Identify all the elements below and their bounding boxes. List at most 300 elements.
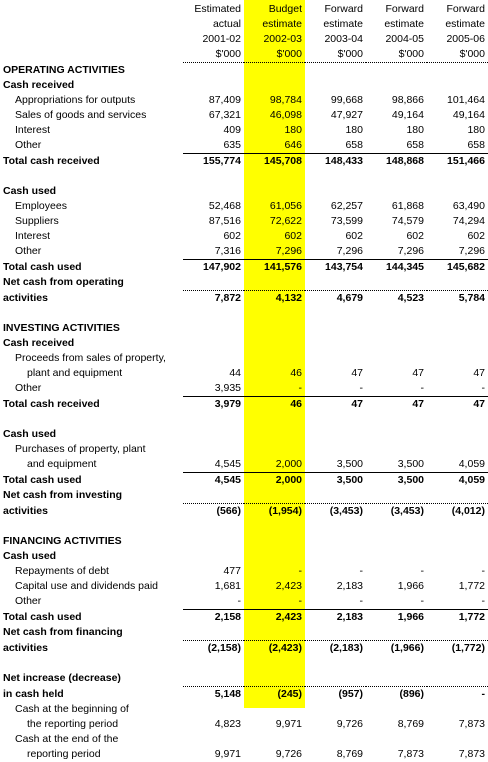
value-cell: [427, 442, 488, 457]
value-cell: 98,784: [269, 94, 302, 106]
value-cell: [366, 351, 427, 366]
value-cell: -: [298, 565, 302, 577]
row-label: Total cash used: [3, 260, 82, 273]
value-cell: (2,158): [183, 641, 244, 657]
table-row: [0, 594, 488, 610]
value-cell: [244, 549, 305, 564]
value-cell: [183, 184, 244, 199]
column-header: estimate: [445, 18, 485, 30]
value-cell: -: [420, 565, 424, 577]
value-cell: [244, 702, 305, 717]
table-row: [0, 123, 488, 138]
header-spacer: [0, 2, 183, 17]
value-cell: [427, 534, 488, 549]
column-header: $'000: [427, 47, 488, 63]
value-cell: 148,868: [366, 154, 427, 170]
value-cell: [183, 534, 244, 549]
header-row: [0, 32, 488, 47]
value-cell: 9,971: [275, 718, 302, 730]
value-cell: [366, 442, 427, 457]
spacer-row: [0, 656, 488, 671]
value-cell: [305, 275, 366, 291]
spacer-row: [0, 169, 488, 184]
value-cell: 99,668: [330, 94, 363, 106]
value-cell: [366, 732, 427, 747]
value-cell: 602: [467, 230, 485, 242]
value-cell: 61,868: [391, 200, 424, 212]
value-cell: 46,098: [269, 109, 302, 121]
value-cell: [305, 336, 366, 351]
section-heading-row: [0, 184, 488, 199]
value-cell: 180: [345, 124, 363, 136]
value-cell: 4,545: [214, 458, 241, 470]
value-cell: 635: [223, 139, 241, 151]
section-heading-row: [0, 321, 488, 336]
table-row: [0, 244, 488, 260]
value-cell: [305, 63, 366, 79]
row-label: Interest: [15, 230, 51, 242]
value-cell: 7,872: [183, 291, 244, 307]
row-label: activities: [3, 641, 48, 654]
section-heading-row: [0, 427, 488, 442]
column-header: $'000: [366, 47, 427, 63]
column-header: $'000: [305, 47, 366, 63]
value-cell: 2,000: [275, 458, 302, 470]
value-cell: [366, 427, 427, 442]
value-cell: 7,296: [336, 245, 363, 257]
column-header: $'000: [183, 47, 244, 63]
value-cell: 2,183: [336, 580, 363, 592]
row-label: activities: [3, 291, 48, 304]
row-label: Sales of goods and services: [15, 109, 147, 121]
value-cell: 180: [284, 124, 302, 136]
value-cell: [183, 275, 244, 291]
row-label: Cash at the end of the: [15, 733, 119, 745]
value-cell: (1,772): [427, 641, 488, 657]
value-cell: 2,423: [244, 610, 305, 626]
value-cell: [427, 702, 488, 717]
value-cell: -: [298, 382, 302, 394]
value-cell: [427, 336, 488, 351]
value-cell: -: [427, 687, 488, 703]
value-cell: [183, 427, 244, 442]
value-cell: 4,679: [305, 291, 366, 307]
row-label: Repayments of debt: [15, 565, 109, 577]
value-cell: [244, 488, 305, 504]
value-cell: 9,726: [336, 718, 363, 730]
value-cell: 47: [351, 367, 363, 379]
value-cell: 409: [223, 124, 241, 136]
table-row: [0, 457, 488, 473]
value-cell: 4,059: [427, 473, 488, 489]
value-cell: [183, 549, 244, 564]
value-cell: [305, 427, 366, 442]
value-cell: 47: [473, 367, 485, 379]
spacer-row: [0, 306, 488, 321]
value-cell: 658: [406, 139, 424, 151]
value-cell: 7,873: [397, 748, 424, 760]
table-row: [0, 214, 488, 229]
column-header: Estimated: [194, 3, 241, 15]
value-cell: 87,409: [208, 94, 241, 106]
column-header: estimate: [262, 18, 302, 30]
table-row: [0, 351, 488, 366]
column-header: 2004-05: [385, 33, 424, 45]
row-label: Net cash from operating: [3, 276, 124, 289]
section-heading-row: [0, 625, 488, 641]
row-label: in cash held: [3, 687, 64, 700]
value-cell: [183, 351, 244, 366]
value-cell: [244, 427, 305, 442]
value-cell: [183, 625, 244, 641]
value-cell: 180: [406, 124, 424, 136]
value-cell: [305, 488, 366, 504]
value-cell: 141,576: [244, 260, 305, 276]
table-row: [0, 747, 488, 762]
value-cell: [305, 534, 366, 549]
value-cell: [366, 321, 427, 336]
value-cell: 62,257: [330, 200, 363, 212]
value-cell: [427, 732, 488, 747]
table-row: [0, 381, 488, 397]
value-cell: [305, 549, 366, 564]
table-row: [0, 579, 488, 594]
value-cell: 4,132: [244, 291, 305, 307]
value-cell: [427, 549, 488, 564]
value-cell: [427, 427, 488, 442]
column-header: actual: [212, 18, 241, 30]
value-cell: [244, 336, 305, 351]
value-cell: 602: [284, 230, 302, 242]
value-cell: 2,423: [275, 580, 302, 592]
column-header: Forward: [446, 3, 485, 15]
value-cell: [427, 275, 488, 291]
value-cell: [366, 78, 427, 93]
value-cell: [366, 625, 427, 641]
value-cell: -: [481, 595, 485, 607]
value-cell: 7,296: [397, 245, 424, 257]
value-cell: 145,682: [427, 260, 488, 276]
value-cell: [244, 321, 305, 336]
value-cell: 147,902: [183, 260, 244, 276]
value-cell: (2,423): [244, 641, 305, 657]
table-row: [0, 641, 488, 657]
value-cell: [183, 671, 244, 687]
header-row: [0, 17, 488, 32]
value-cell: [183, 336, 244, 351]
value-cell: [183, 78, 244, 93]
value-cell: [183, 442, 244, 457]
value-cell: [183, 702, 244, 717]
row-label: Total cash received: [3, 397, 100, 410]
value-cell: [305, 702, 366, 717]
row-label: Capital use and dividends paid: [15, 580, 159, 592]
table-row: [0, 687, 488, 703]
row-label: INVESTING ACTIVITIES: [3, 322, 120, 334]
total-row: [0, 154, 488, 170]
row-label: Net increase (decrease): [3, 672, 121, 685]
value-cell: [244, 78, 305, 93]
value-cell: 155,774: [183, 154, 244, 170]
value-cell: [366, 488, 427, 504]
value-cell: (1,954): [244, 504, 305, 520]
value-cell: [244, 442, 305, 457]
value-cell: 7,316: [214, 245, 241, 257]
row-label: Net cash from financing: [3, 626, 123, 639]
column-header: 2003-04: [324, 33, 363, 45]
value-cell: -: [359, 595, 363, 607]
value-cell: [305, 321, 366, 336]
value-cell: [366, 184, 427, 199]
value-cell: [244, 63, 305, 79]
value-cell: [305, 732, 366, 747]
table-row: [0, 366, 488, 381]
value-cell: 8,769: [397, 718, 424, 730]
value-cell: [427, 78, 488, 93]
value-cell: [366, 671, 427, 687]
row-label: Other: [15, 595, 42, 608]
total-row: [0, 397, 488, 413]
value-cell: 148,433: [305, 154, 366, 170]
value-cell: [244, 671, 305, 687]
row-label: Other: [15, 245, 42, 258]
row-label: Other: [15, 382, 42, 395]
section-heading-row: [0, 78, 488, 93]
value-cell: [244, 275, 305, 291]
value-cell: [244, 625, 305, 641]
value-cell: (3,453): [305, 504, 366, 520]
value-cell: 4,523: [366, 291, 427, 307]
row-label: Proceeds from sales of property,: [15, 352, 166, 364]
value-cell: 101,464: [447, 94, 485, 106]
row-label: Purchases of property, plant: [15, 443, 146, 455]
value-cell: 7,296: [458, 245, 485, 257]
value-cell: [305, 351, 366, 366]
spacer-cell: [0, 169, 488, 184]
column-header: Budget: [268, 3, 302, 15]
total-row: [0, 610, 488, 626]
value-cell: 1,772: [458, 580, 485, 592]
row-label: Total cash received: [3, 154, 100, 167]
row-label: Suppliers: [15, 215, 59, 227]
value-cell: 7,873: [458, 748, 485, 760]
value-cell: [244, 732, 305, 747]
value-cell: 602: [223, 230, 241, 242]
value-cell: 3,500: [336, 458, 363, 470]
value-cell: 49,164: [452, 109, 485, 121]
table-row: [0, 291, 488, 307]
header-row: [0, 47, 488, 63]
value-cell: 46: [290, 367, 302, 379]
value-cell: [427, 488, 488, 504]
value-cell: 67,321: [208, 109, 241, 121]
spacer-cell: [0, 412, 488, 427]
row-label: OPERATING ACTIVITIES: [3, 63, 125, 76]
value-cell: [427, 184, 488, 199]
value-cell: 5,784: [427, 291, 488, 307]
value-cell: [427, 625, 488, 641]
value-cell: [427, 321, 488, 336]
value-cell: 3,500: [305, 473, 366, 489]
section-heading-row: [0, 534, 488, 549]
value-cell: 9,971: [214, 748, 241, 760]
value-cell: 49,164: [391, 109, 424, 121]
row-label: Cash at the beginning of: [15, 703, 129, 715]
value-cell: [183, 321, 244, 336]
value-cell: 1,772: [427, 610, 488, 626]
column-header: 2001-02: [202, 33, 241, 45]
value-cell: 145,708: [244, 154, 305, 170]
value-cell: 61,056: [269, 200, 302, 212]
value-cell: [366, 549, 427, 564]
value-cell: -: [420, 382, 424, 394]
table-row: [0, 504, 488, 520]
header-spacer: [0, 47, 183, 63]
row-label: the reporting period: [27, 718, 119, 730]
value-cell: -: [298, 595, 302, 607]
value-cell: [366, 63, 427, 79]
value-cell: [244, 351, 305, 366]
total-row: [0, 260, 488, 276]
spacer-cell: [0, 306, 488, 321]
value-cell: 2,183: [305, 610, 366, 626]
value-cell: 63,490: [452, 200, 485, 212]
section-heading-row: [0, 549, 488, 564]
table-row: [0, 702, 488, 717]
value-cell: 44: [229, 367, 241, 379]
table-row: [0, 564, 488, 579]
row-label: Total cash used: [3, 473, 82, 486]
spacer-row: [0, 412, 488, 427]
value-cell: 47: [427, 397, 488, 413]
section-heading-row: [0, 63, 488, 79]
row-label: plant and equipment: [27, 367, 123, 379]
value-cell: [366, 336, 427, 351]
value-cell: 602: [345, 230, 363, 242]
value-cell: 180: [467, 124, 485, 136]
value-cell: 4,545: [183, 473, 244, 489]
row-label: Employees: [15, 200, 67, 212]
value-cell: 3,500: [397, 458, 424, 470]
section-heading-row: [0, 488, 488, 504]
spacer-row: [0, 519, 488, 534]
value-cell: -: [359, 382, 363, 394]
row-label: and equipment: [27, 458, 97, 471]
value-cell: 2,158: [183, 610, 244, 626]
section-heading-row: [0, 275, 488, 291]
value-cell: [244, 534, 305, 549]
table-row: [0, 442, 488, 457]
value-cell: 658: [345, 139, 363, 151]
spacer-cell: [0, 519, 488, 534]
spacer-cell: [0, 656, 488, 671]
value-cell: [427, 351, 488, 366]
value-cell: (896): [366, 687, 427, 703]
value-cell: 46: [244, 397, 305, 413]
table-row: [0, 199, 488, 214]
row-label: Cash received: [3, 79, 75, 91]
value-cell: 1,966: [397, 580, 424, 592]
row-label: Other: [15, 139, 42, 152]
cash-flow-table: [0, 2, 488, 762]
value-cell: 52,468: [208, 200, 241, 212]
table-row: [0, 229, 488, 244]
value-cell: 73,599: [330, 215, 363, 227]
value-cell: 5,148: [183, 687, 244, 703]
value-cell: -: [481, 382, 485, 394]
section-heading-row: [0, 336, 488, 351]
value-cell: [427, 671, 488, 687]
value-cell: -: [481, 565, 485, 577]
table-row: [0, 717, 488, 732]
value-cell: [244, 184, 305, 199]
value-cell: 477: [223, 565, 241, 577]
value-cell: -: [420, 595, 424, 607]
header-spacer: [0, 32, 183, 47]
value-cell: 47: [412, 367, 424, 379]
value-cell: 1,966: [366, 610, 427, 626]
value-cell: 1,681: [214, 580, 241, 592]
row-label: activities: [3, 504, 48, 517]
value-cell: (3,453): [366, 504, 427, 520]
value-cell: 151,466: [427, 154, 488, 170]
value-cell: 74,294: [452, 215, 485, 227]
value-cell: [427, 63, 488, 79]
value-cell: 47: [366, 397, 427, 413]
table-row: [0, 93, 488, 108]
value-cell: 2,000: [244, 473, 305, 489]
column-header: 2002-03: [263, 33, 302, 45]
value-cell: 4,823: [214, 718, 241, 730]
value-cell: 3,935: [214, 382, 241, 394]
value-cell: 602: [406, 230, 424, 242]
row-label: Cash used: [3, 428, 57, 440]
column-header: estimate: [384, 18, 424, 30]
column-header: $'000: [244, 47, 305, 63]
value-cell: 143,754: [305, 260, 366, 276]
value-cell: 8,769: [336, 748, 363, 760]
value-cell: 72,622: [269, 215, 302, 227]
value-cell: 47: [305, 397, 366, 413]
section-heading-row: [0, 671, 488, 687]
row-label: Cash used: [3, 185, 57, 197]
value-cell: 4,059: [458, 458, 485, 470]
value-cell: 74,579: [391, 215, 424, 227]
row-label: FINANCING ACTIVITIES: [3, 535, 122, 547]
value-cell: [305, 625, 366, 641]
row-label: Net cash from investing: [3, 489, 123, 502]
value-cell: [183, 488, 244, 504]
value-cell: [366, 702, 427, 717]
value-cell: 87,516: [208, 215, 241, 227]
row-label: reporting period: [27, 748, 101, 760]
column-header: Forward: [385, 3, 424, 15]
row-label: Total cash used: [3, 610, 82, 623]
value-cell: [183, 63, 244, 79]
value-cell: [305, 78, 366, 93]
header-spacer: [0, 17, 183, 32]
row-label: Cash used: [3, 550, 57, 562]
value-cell: (1,966): [366, 641, 427, 657]
value-cell: [305, 184, 366, 199]
value-cell: (4,012): [427, 504, 488, 520]
value-cell: 9,726: [275, 748, 302, 760]
value-cell: -: [237, 595, 241, 607]
value-cell: 3,979: [183, 397, 244, 413]
value-cell: 7,873: [458, 718, 485, 730]
value-cell: -: [359, 565, 363, 577]
row-label: Appropriations for outputs: [15, 94, 136, 106]
